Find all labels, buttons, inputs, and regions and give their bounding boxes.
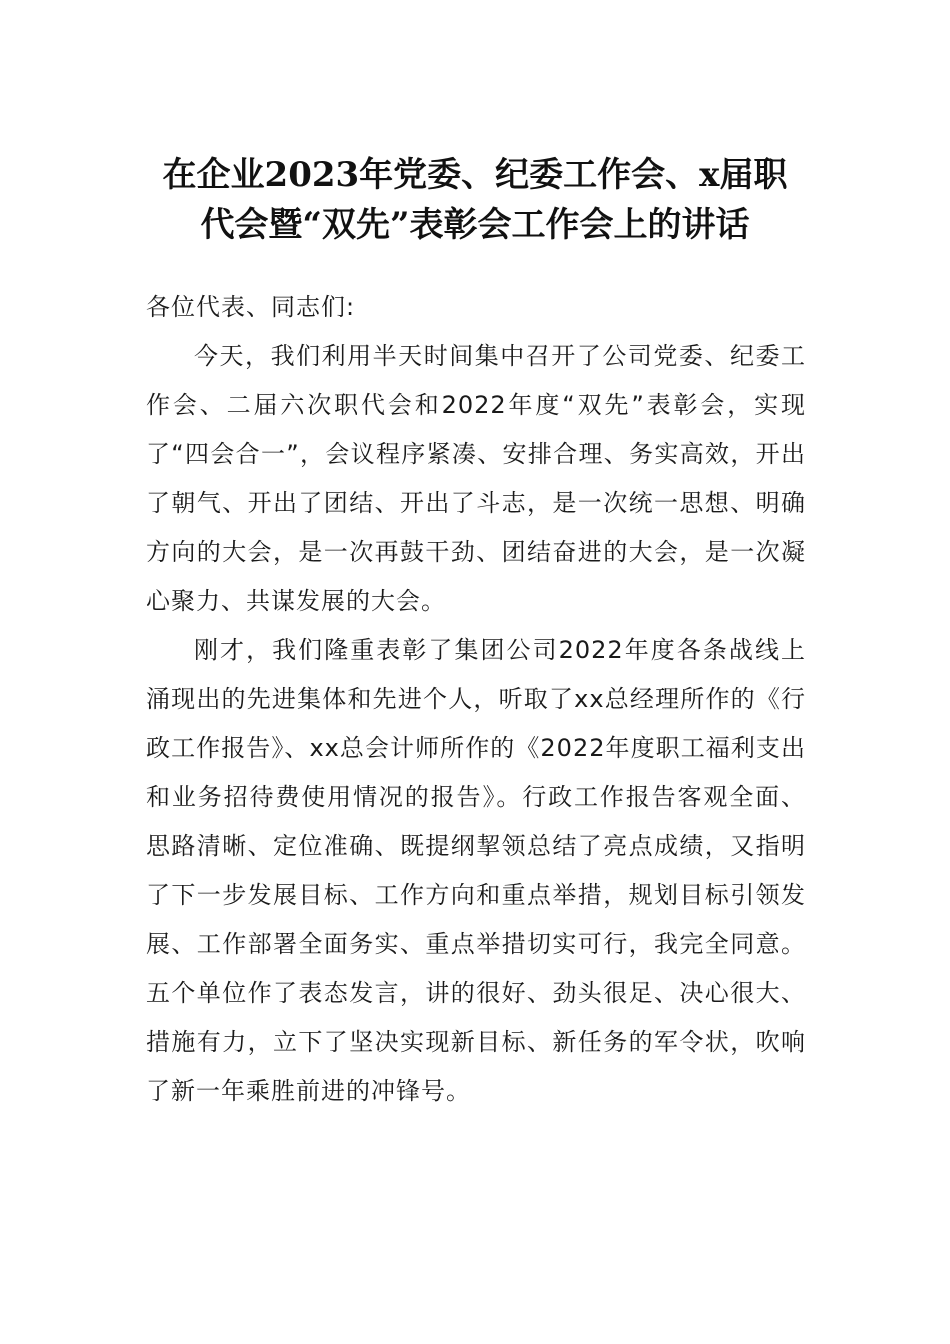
salutation: 各位代表、同志们:: [146, 293, 356, 321]
speech-body: [146, 283, 806, 1116]
title-line-1: 在企业2023年党委、纪委工作会、x届职: [162, 155, 788, 195]
page-title: [120, 150, 830, 250]
title-line-2: 代会暨“双先”表彰会工作会上的讲话: [200, 205, 750, 245]
paragraph-2: 刚才，我们隆重表彰了集团公司2022年度各条战线上涌现出的先进集体和先进个人，听取了xx总经理所作的《行政工作报告》、xx总会计师所作的《2022年度职工福利支出和业务招待费使用情况的报告》。行政工作报告客观全面、思路清晰、定位准确、既提纲挈领总结了亮点成绩，又指明了下一步发展目标、工作方向和重点举措，规划目标引领发展、工作部署全面务实、重点举措切实可行，我完全同意。五个单位作了表态发言，讲的很好、劲头很足、决心很大、措施有力，立下了坚决实现新目标、新任务的军令状，吹响了新一年乘胜前进的冲锋号。: [146, 636, 806, 1105]
paragraph-1: 今天，我们利用半天时间集中召开了公司党委、纪委工作会、二届六次职代会和2022年度“双先”表彰会，实现了“四会合一”，会议程序紧凑、安排合理、务实高效，开出了朝气、开出了团结、开出了斗志，是一次统一思想、明确方向的大会，是一次再鼓干劲、团结奋进的大会，是一次凝心聚力、共谋发展的大会。: [146, 342, 806, 615]
